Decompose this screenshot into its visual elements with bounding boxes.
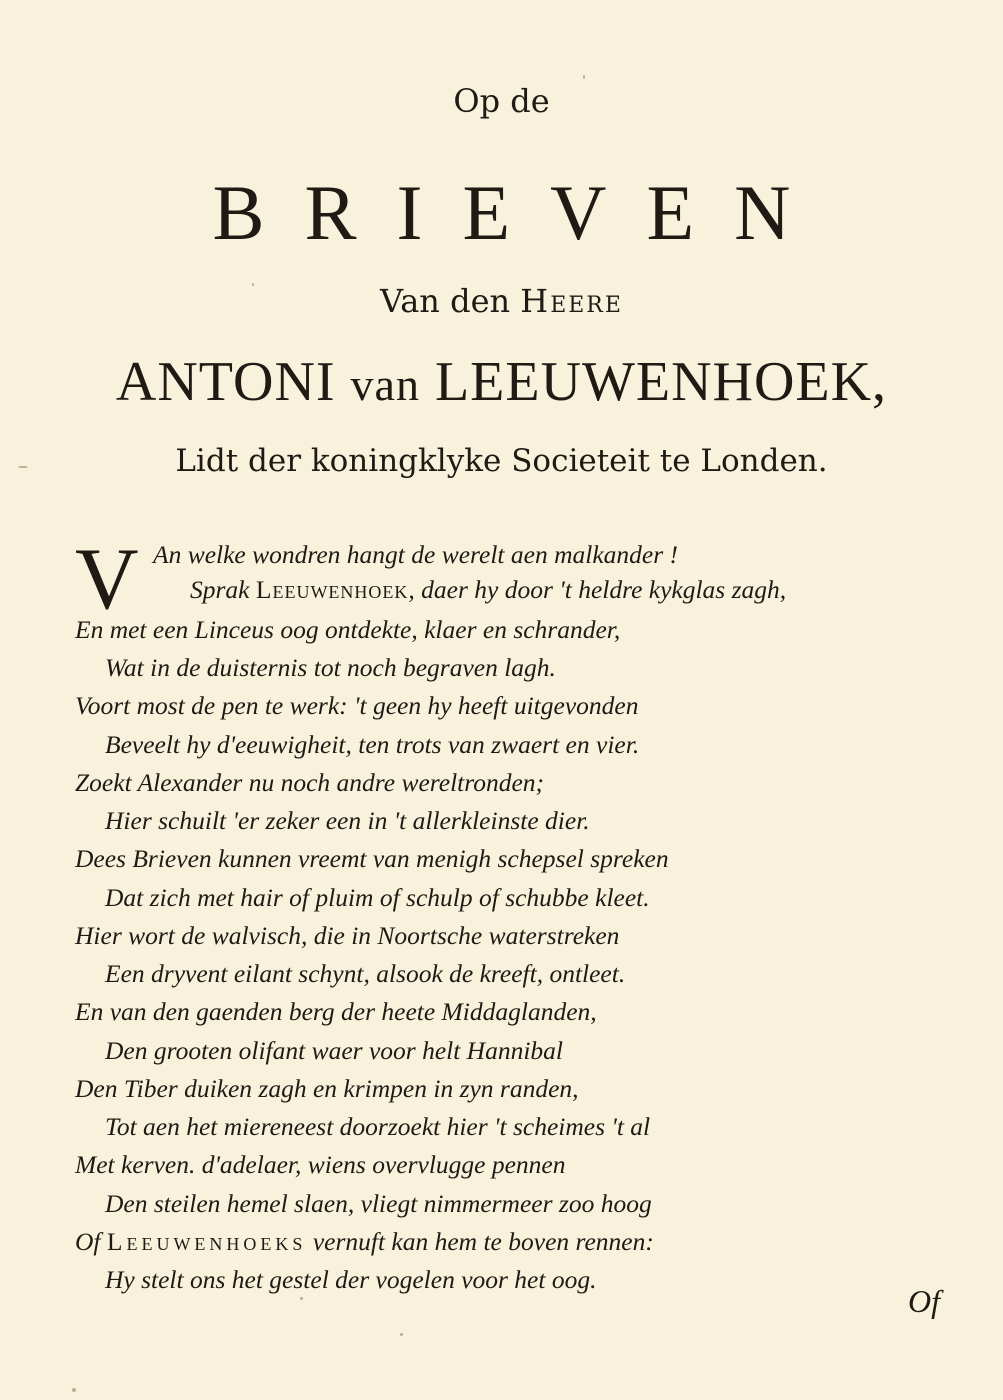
- heading-van-den: [0, 282, 1003, 320]
- heere-text: Heere: [520, 282, 623, 320]
- author-first-name: ANTONI: [115, 351, 336, 413]
- heading-author-name: [0, 350, 1003, 414]
- heading-membership: Lidt der koningklyke Societeit te Londen.: [175, 443, 828, 479]
- van-den-text: Van den: [380, 282, 511, 320]
- poem-line: En van den gaenden berg der heete Middaglanden,: [75, 997, 597, 1026]
- poem-word: , daer hy door 't heldre kykglas zagh,: [408, 575, 787, 604]
- poem-line: En met een Linceus oog ontdekte, klaer en schrander,: [75, 615, 621, 644]
- paper-speck: [400, 1333, 403, 1336]
- poem-line: Voort most de pen te werk: 't geen hy heeft uitgevonden: [75, 691, 639, 720]
- poem-line: An welke wondren hangt de werelt aen malkander !: [153, 540, 678, 569]
- poem-line: Dees Brieven kunnen vreemt van menigh schepsel spreken: [75, 844, 669, 873]
- poem-line: Dat zich met hair of pluim of schulp of schubbe kleet.: [105, 883, 650, 912]
- poem-line: Hy stelt ons het gestel der vogelen voor het oog.: [105, 1265, 597, 1294]
- poem-word: Of: [75, 1227, 101, 1256]
- catchword: Of: [908, 1283, 940, 1319]
- poem-line: Hier wort de walvisch, die in Noortsche waterstreken: [75, 921, 620, 950]
- poem-name-leeuwenhoek: Leeuwenhoek: [255, 575, 409, 604]
- poem-line: Zoekt Alexander nu noch andre wereltronden;: [75, 768, 545, 797]
- heading-title: BRIEVEN: [212, 169, 831, 256]
- poem-line: Tot aen het miereneest doorzoekt hier 't scheimes 't al: [105, 1112, 651, 1141]
- poem-name-leeuwenhoeks: Leeuwenhoeks: [106, 1227, 307, 1256]
- poem-line: Met kerven. d'adelaer, wiens overvlugge pennen: [75, 1150, 566, 1179]
- poem-word: Sprak: [190, 575, 250, 604]
- author-particle: van: [350, 359, 420, 410]
- paper-speck: [18, 466, 28, 468]
- heading-op-de: Op de: [453, 82, 550, 120]
- paper-speck: [583, 75, 585, 79]
- paper-speck: [72, 1388, 76, 1392]
- drop-cap: V: [75, 531, 139, 628]
- poem-line: Den grooten olifant waer voor helt Hannibal: [105, 1036, 564, 1065]
- poem-line: Den steilen hemel slaen, vliegt nimmermeer zoo hoog: [105, 1189, 652, 1218]
- poem-line: Een dryvent eilant schynt, alsook de kreeft, ontleet.: [105, 959, 626, 988]
- poem-line: Beveelt hy d'eeuwigheit, ten trots van zwaert en vier.: [105, 730, 640, 759]
- poem-line: [190, 575, 786, 605]
- author-surname: LEEUWENHOEK,: [434, 351, 888, 413]
- poem-line: [75, 1227, 654, 1257]
- paper-speck: [300, 1297, 303, 1300]
- poem-word: vernuft kan hem te boven rennen:: [312, 1227, 654, 1256]
- poem-line: Den Tiber duiken zagh en krimpen in zyn randen,: [75, 1074, 579, 1103]
- poem-line: Wat in de duisternis tot noch begraven lagh.: [105, 653, 556, 682]
- poem-line: Hier schuilt 'er zeker een in 't allerkleinste dier.: [105, 806, 590, 835]
- paper-speck: [252, 283, 254, 286]
